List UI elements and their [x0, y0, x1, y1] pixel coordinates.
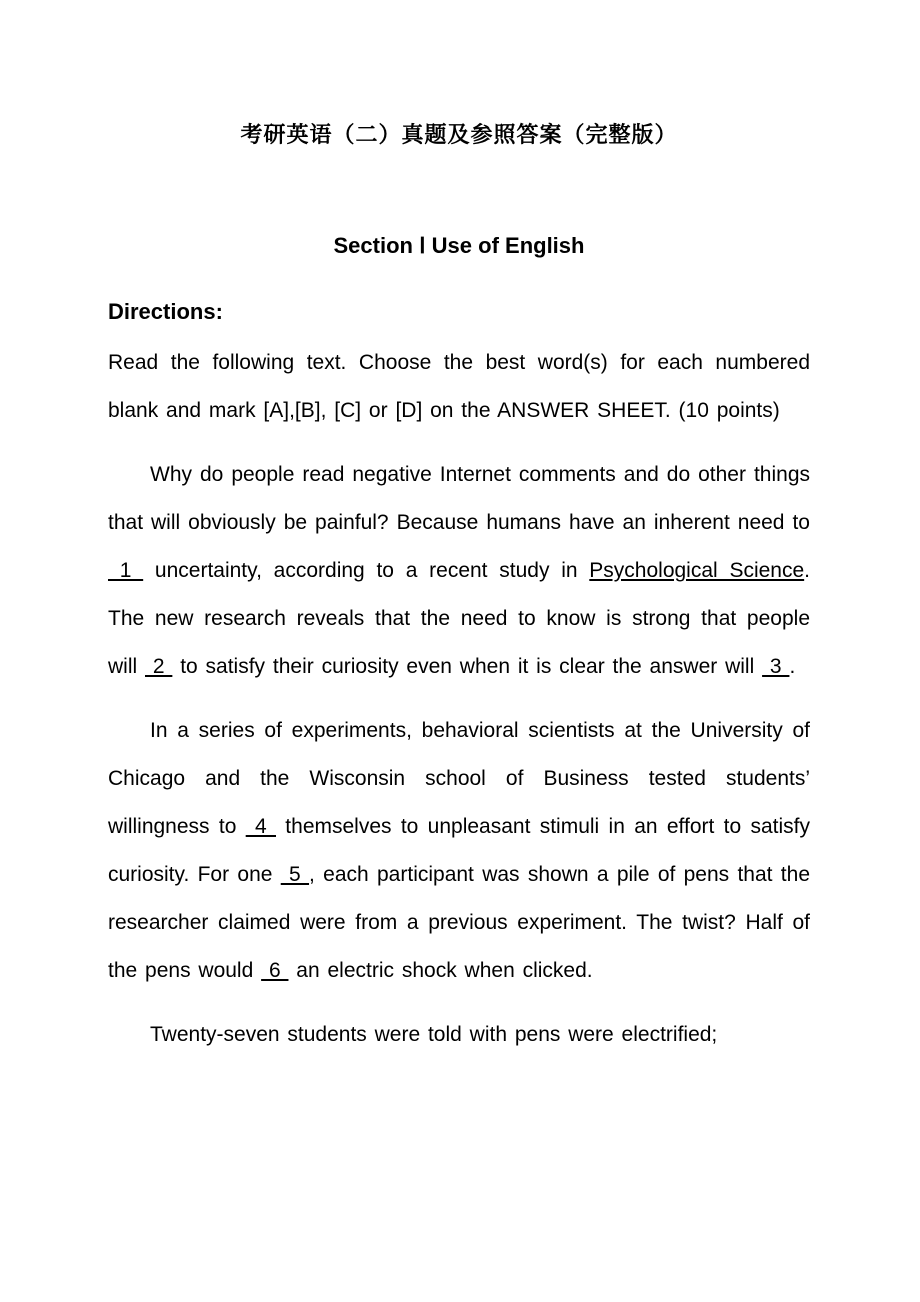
text-run: , each participant was shown a pile of pens that the researcher claimed were from a previous experiment. The twist? Half of the pens would: [108, 863, 810, 982]
paragraph: [108, 1011, 810, 1059]
section-heading: Section Ⅰ Use of English: [333, 233, 585, 258]
underlined-text: Psychological Science: [589, 559, 805, 582]
numbered-blank: 2: [145, 655, 173, 678]
numbered-blank: 1: [108, 559, 144, 582]
text-run: Twenty-seven students were told with pens were electrified;: [150, 1023, 718, 1046]
text-run: In a series of experiments, behavioral scientists at the University of Chicago and the Wisconsin school of Business tested students’ willingness to: [108, 719, 810, 838]
text-run: Why do people read negative Internet comments and do other things that will obviously be painful? Because humans have an inherent need to: [108, 463, 810, 534]
document-title: 考研英语（二）真题及参照答案（完整版）: [240, 122, 678, 147]
paragraph: [108, 451, 810, 691]
text-run: . The new research reveals that the need to know is strong that people will: [108, 559, 810, 678]
text-run: .: [789, 655, 796, 678]
text-run: to satisfy their curiosity even when it is clear the answer will: [172, 655, 763, 678]
paragraph: [108, 339, 810, 435]
text-run: uncertainty, according to a recent study in: [143, 559, 590, 582]
paragraph: [108, 707, 810, 995]
text-run: an electric shock when clicked.: [288, 959, 593, 982]
directions-label: Directions:: [108, 299, 223, 324]
text-run: Read the following text. Choose the best word(s) for each numbered blank and mark [A],[B], [C] or [D] on the ANSWER SHEET. (10 points): [108, 351, 810, 422]
text-run: themselves to unpleasant stimuli in an effort to satisfy curiosity. For one: [108, 815, 810, 886]
numbered-blank: 4: [245, 815, 276, 838]
numbered-blank: 5: [280, 863, 310, 886]
numbered-blank: 6: [261, 959, 289, 982]
document-body: [108, 339, 810, 1059]
numbered-blank: 3: [762, 655, 790, 678]
